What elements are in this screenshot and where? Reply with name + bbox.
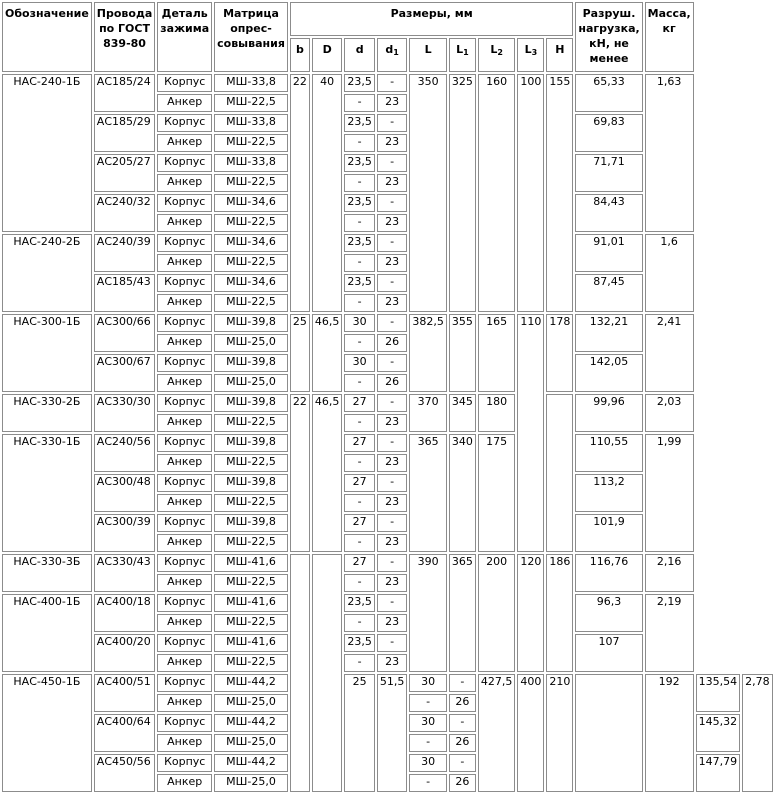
d1-cell: 23	[377, 614, 408, 632]
d1-cell: 23	[377, 214, 408, 232]
die-cell: МШ-34,6	[214, 194, 288, 212]
d1-cell: -	[377, 514, 408, 532]
designation-cell: НАС-330-2Б	[2, 394, 92, 432]
wire-cell: АС185/24	[94, 74, 155, 112]
L3-cell: 120	[517, 554, 544, 672]
part-cell: Корпус	[157, 234, 212, 252]
H-cell: 178	[546, 314, 573, 392]
d-cell: 23,5	[344, 74, 375, 92]
mass-cell: 1,63	[645, 74, 694, 232]
die-cell: МШ-25,0	[214, 334, 288, 352]
load-cell: 142,05	[575, 354, 642, 392]
d1-cell: 23	[377, 294, 408, 312]
die-cell: МШ-39,8	[214, 314, 288, 332]
wire-cell: АС400/20	[94, 634, 155, 672]
die-cell: МШ-25,0	[214, 374, 288, 392]
d1-cell: 23	[377, 174, 408, 192]
d-cell: 23,5	[344, 594, 375, 612]
col-designation: Обозначение	[2, 2, 92, 72]
d1-cell: -	[377, 554, 408, 572]
L1-cell: 355	[449, 314, 476, 392]
L-cell: 370	[409, 394, 447, 432]
load-cell: 132,21	[575, 314, 642, 352]
d-cell: -	[344, 214, 375, 232]
designation-cell: НАС-300-1Б	[2, 314, 92, 392]
L2-cell: 210	[546, 674, 573, 792]
die-cell: МШ-22,5	[214, 254, 288, 272]
designation-cell: НАС-240-1Б	[2, 74, 92, 232]
part-cell: Анкер	[157, 94, 212, 112]
col-H: H	[546, 38, 573, 72]
d1-cell: -	[377, 434, 408, 452]
wire-cell: АС185/43	[94, 274, 155, 312]
wire-cell: АС240/56	[94, 434, 155, 472]
d1-cell: -	[377, 594, 408, 612]
mass-cell: 2,41	[645, 314, 694, 392]
wire-cell: АС300/66	[94, 314, 155, 352]
table-row	[2, 394, 773, 412]
table-row	[2, 314, 773, 332]
wire-cell: АС205/27	[94, 154, 155, 192]
col-L3: $L_3$	[517, 38, 544, 72]
d-cell: -	[344, 654, 375, 672]
mass-cell: 2,78	[742, 674, 773, 792]
die-cell: МШ-44,2	[214, 674, 288, 692]
d-cell: 27	[344, 434, 375, 452]
designation-cell: НАС-400-1Б	[2, 594, 92, 672]
d1-cell: 23	[377, 534, 408, 552]
die-cell: МШ-33,8	[214, 154, 288, 172]
col-d: d	[344, 38, 375, 72]
die-cell: МШ-41,6	[214, 594, 288, 612]
col-L: L	[409, 38, 447, 72]
d-cell: 23,5	[344, 154, 375, 172]
part-cell: Анкер	[157, 574, 212, 592]
die-cell: МШ-22,5	[214, 654, 288, 672]
die-cell: МШ-25,0	[214, 734, 288, 752]
die-cell: МШ-22,5	[214, 134, 288, 152]
part-cell: Анкер	[157, 494, 212, 512]
col-dimensions: Размеры, мм	[290, 2, 574, 36]
part-cell: Корпус	[157, 634, 212, 652]
load-cell: 96,3	[575, 594, 642, 632]
part-cell: Корпус	[157, 354, 212, 372]
part-cell: Корпус	[157, 314, 212, 332]
d-cell: 23,5	[344, 194, 375, 212]
d-cell: -	[344, 174, 375, 192]
die-cell: МШ-22,5	[214, 534, 288, 552]
col-part: Деталь зажима	[157, 2, 212, 72]
L1-cell: 365	[449, 554, 476, 672]
col-L1: $L_1$	[449, 38, 476, 72]
die-cell: МШ-44,2	[214, 714, 288, 732]
d-cell: -	[344, 574, 375, 592]
part-cell: Анкер	[157, 454, 212, 472]
d1-cell: 23	[377, 414, 408, 432]
H-cell	[546, 394, 573, 552]
part-cell: Корпус	[157, 114, 212, 132]
part-cell: Корпус	[157, 154, 212, 172]
load-cell: 87,45	[575, 274, 642, 312]
part-cell: Анкер	[157, 214, 212, 232]
part-cell: Анкер	[157, 534, 212, 552]
table-row	[2, 554, 773, 572]
d-cell: -	[344, 414, 375, 432]
d1-cell: -	[377, 194, 408, 212]
d-cell: 23,5	[344, 634, 375, 652]
H-cell: 155	[546, 74, 573, 312]
mass-cell: 2,03	[645, 394, 694, 432]
d1-cell: -	[449, 674, 476, 692]
designation-cell: НАС-450-1Б	[2, 674, 92, 792]
header-row	[2, 2, 773, 36]
d-cell: 27	[344, 474, 375, 492]
part-cell: Анкер	[157, 614, 212, 632]
designation-cell: НАС-330-1Б	[2, 434, 92, 552]
die-cell: МШ-39,8	[214, 394, 288, 412]
D-cell: 46,5	[312, 314, 343, 392]
L3-cell	[575, 674, 642, 792]
die-cell: МШ-22,5	[214, 294, 288, 312]
d-cell: -	[344, 294, 375, 312]
load-cell: 147,79	[696, 754, 741, 792]
L2-cell: 175	[478, 434, 516, 552]
table-row	[2, 674, 773, 692]
col-wires: Провода по ГОСТ 839-80	[94, 2, 155, 72]
load-cell: 107	[575, 634, 642, 672]
wire-cell: АС400/64	[94, 714, 155, 752]
part-cell: Корпус	[157, 514, 212, 532]
L3-cell: 110	[517, 314, 544, 552]
b-cell: 22	[290, 394, 310, 552]
d1-cell: 23	[377, 454, 408, 472]
table-row	[2, 234, 773, 252]
d-cell: -	[344, 134, 375, 152]
d-cell: 23,5	[344, 234, 375, 252]
d-cell: 27	[344, 514, 375, 532]
die-cell: МШ-25,0	[214, 774, 288, 792]
d-cell: 27	[344, 554, 375, 572]
wire-cell: АС330/43	[94, 554, 155, 592]
d-cell: 30	[409, 714, 447, 732]
col-L2: $L_2$	[478, 38, 516, 72]
b-cell: 25	[290, 314, 310, 392]
d1-cell: 23	[377, 574, 408, 592]
d-cell: -	[344, 494, 375, 512]
load-cell: 71,71	[575, 154, 642, 192]
die-cell: МШ-33,8	[214, 74, 288, 92]
col-die: Матрица опрес-совывания	[214, 2, 288, 72]
L-cell: 390	[409, 554, 447, 672]
wire-cell: АС300/48	[94, 474, 155, 512]
L2-cell: 160	[478, 74, 516, 312]
d-cell: -	[344, 94, 375, 112]
die-cell: МШ-39,8	[214, 434, 288, 452]
wire-cell: АС185/29	[94, 114, 155, 152]
d-cell: -	[344, 614, 375, 632]
part-cell: Корпус	[157, 674, 212, 692]
d-cell: 30	[409, 674, 447, 692]
b-cell: 25	[344, 674, 375, 792]
b-cell	[290, 554, 310, 792]
die-cell: МШ-39,8	[214, 354, 288, 372]
load-cell: 101,9	[575, 514, 642, 552]
die-cell: МШ-41,6	[214, 554, 288, 572]
d1-cell: 26	[377, 374, 408, 392]
col-load: Разруш. нагрузка, кН, не менее	[575, 2, 642, 72]
d1-cell: 23	[377, 494, 408, 512]
mass-cell: 2,19	[645, 594, 694, 672]
die-cell: МШ-34,6	[214, 274, 288, 292]
load-cell: 91,01	[575, 234, 642, 272]
part-cell: Корпус	[157, 74, 212, 92]
L2-cell: 200	[478, 554, 516, 672]
d1-cell: -	[377, 474, 408, 492]
part-cell: Анкер	[157, 254, 212, 272]
d1-cell: 23	[377, 654, 408, 672]
d1-cell: -	[377, 634, 408, 652]
die-cell: МШ-25,0	[214, 694, 288, 712]
d-cell: 23,5	[344, 274, 375, 292]
d-cell: -	[344, 534, 375, 552]
load-cell: 113,2	[575, 474, 642, 512]
L2-cell: 165	[478, 314, 516, 392]
d1-cell: -	[377, 234, 408, 252]
d1-cell: 26	[449, 774, 476, 792]
d-cell: -	[344, 454, 375, 472]
d-cell: -	[409, 694, 447, 712]
wire-cell: АС300/67	[94, 354, 155, 392]
load-cell: 110,55	[575, 434, 642, 472]
die-cell: МШ-22,5	[214, 94, 288, 112]
d1-cell: 26	[449, 734, 476, 752]
die-cell: МШ-22,5	[214, 214, 288, 232]
d1-cell: -	[449, 754, 476, 772]
part-cell: Анкер	[157, 374, 212, 392]
wire-cell: АС330/30	[94, 394, 155, 432]
col-D: D	[312, 38, 343, 72]
d1-cell: 23	[377, 134, 408, 152]
designation-cell: НАС-330-3Б	[2, 554, 92, 592]
L-cell: 365	[409, 434, 447, 552]
L-cell: 382,5	[409, 314, 447, 392]
die-cell: МШ-34,6	[214, 234, 288, 252]
d1-cell: -	[377, 394, 408, 412]
part-cell: Корпус	[157, 394, 212, 412]
d1-cell: -	[377, 114, 408, 132]
part-cell: Корпус	[157, 754, 212, 772]
die-cell: МШ-39,8	[214, 514, 288, 532]
wire-cell: АС400/51	[94, 674, 155, 712]
part-cell: Корпус	[157, 274, 212, 292]
d-cell: 30	[409, 754, 447, 772]
part-cell: Анкер	[157, 774, 212, 792]
d1-cell: -	[377, 74, 408, 92]
die-cell: МШ-22,5	[214, 574, 288, 592]
d1-cell: -	[377, 354, 408, 372]
D-cell: 51,5	[377, 674, 408, 792]
table-row	[2, 74, 773, 92]
D-cell: 46,5	[312, 394, 343, 552]
d-cell: 23,5	[344, 114, 375, 132]
part-cell: Анкер	[157, 694, 212, 712]
d-cell: -	[409, 734, 447, 752]
L-cell: 350	[409, 74, 447, 312]
part-cell: Анкер	[157, 654, 212, 672]
load-cell: 84,43	[575, 194, 642, 232]
part-cell: Анкер	[157, 174, 212, 192]
die-cell: МШ-22,5	[214, 454, 288, 472]
part-cell: Корпус	[157, 194, 212, 212]
L1-cell: 345	[449, 394, 476, 432]
part-cell: Анкер	[157, 334, 212, 352]
d-cell: 30	[344, 354, 375, 372]
col-d1: $d_1$	[377, 38, 408, 72]
table-row	[2, 594, 773, 612]
die-cell: МШ-22,5	[214, 494, 288, 512]
part-cell: Корпус	[157, 474, 212, 492]
col-mass: Масса, кг	[645, 2, 694, 72]
load-cell: 99,96	[575, 394, 642, 432]
part-cell: Корпус	[157, 554, 212, 572]
part-cell: Анкер	[157, 294, 212, 312]
designation-cell: НАС-240-2Б	[2, 234, 92, 312]
d-cell: -	[344, 254, 375, 272]
die-cell: МШ-41,6	[214, 634, 288, 652]
col-b: b	[290, 38, 310, 72]
die-cell: МШ-33,8	[214, 114, 288, 132]
wire-cell: АС400/18	[94, 594, 155, 632]
d1-cell: -	[377, 154, 408, 172]
d1-cell: -	[449, 714, 476, 732]
d-cell: 27	[344, 394, 375, 412]
D-cell: 40	[312, 74, 343, 312]
wire-cell: АС240/39	[94, 234, 155, 272]
L-cell: 427,5	[478, 674, 516, 792]
H-cell: 192	[645, 674, 694, 792]
part-cell: Корпус	[157, 434, 212, 452]
die-cell: МШ-22,5	[214, 614, 288, 632]
d-cell: -	[344, 334, 375, 352]
d1-cell: 26	[377, 334, 408, 352]
L3-cell: 100	[517, 74, 544, 312]
d1-cell: -	[377, 314, 408, 332]
die-cell: МШ-44,2	[214, 754, 288, 772]
d1-cell: 23	[377, 254, 408, 272]
d1-cell: -	[377, 274, 408, 292]
mass-cell: 1,99	[645, 434, 694, 552]
b-cell: 22	[290, 74, 310, 312]
mass-cell: 1,6	[645, 234, 694, 312]
wire-cell: АС240/32	[94, 194, 155, 232]
L1-cell: 340	[449, 434, 476, 552]
part-cell: Анкер	[157, 414, 212, 432]
d1-cell: 23	[377, 94, 408, 112]
table-row	[2, 434, 773, 452]
mass-cell: 2,16	[645, 554, 694, 592]
d-cell: -	[409, 774, 447, 792]
d1-cell: 26	[449, 694, 476, 712]
part-cell: Корпус	[157, 594, 212, 612]
L1-cell: 400	[517, 674, 544, 792]
die-cell: МШ-22,5	[214, 414, 288, 432]
load-cell: 69,83	[575, 114, 642, 152]
d-cell: 30	[344, 314, 375, 332]
part-cell: Корпус	[157, 714, 212, 732]
L2-cell: 180	[478, 394, 516, 432]
L1-cell: 325	[449, 74, 476, 312]
load-cell: 65,33	[575, 74, 642, 112]
d-cell: -	[344, 374, 375, 392]
part-cell: Анкер	[157, 734, 212, 752]
part-cell: Анкер	[157, 134, 212, 152]
H-cell: 186	[546, 554, 573, 672]
D-cell	[312, 554, 343, 792]
wire-cell: АС300/39	[94, 514, 155, 552]
die-cell: МШ-22,5	[214, 174, 288, 192]
load-cell: 116,76	[575, 554, 642, 592]
wire-cell: АС450/56	[94, 754, 155, 792]
load-cell: 145,32	[696, 714, 741, 752]
load-cell: 135,54	[696, 674, 741, 712]
die-cell: МШ-39,8	[214, 474, 288, 492]
